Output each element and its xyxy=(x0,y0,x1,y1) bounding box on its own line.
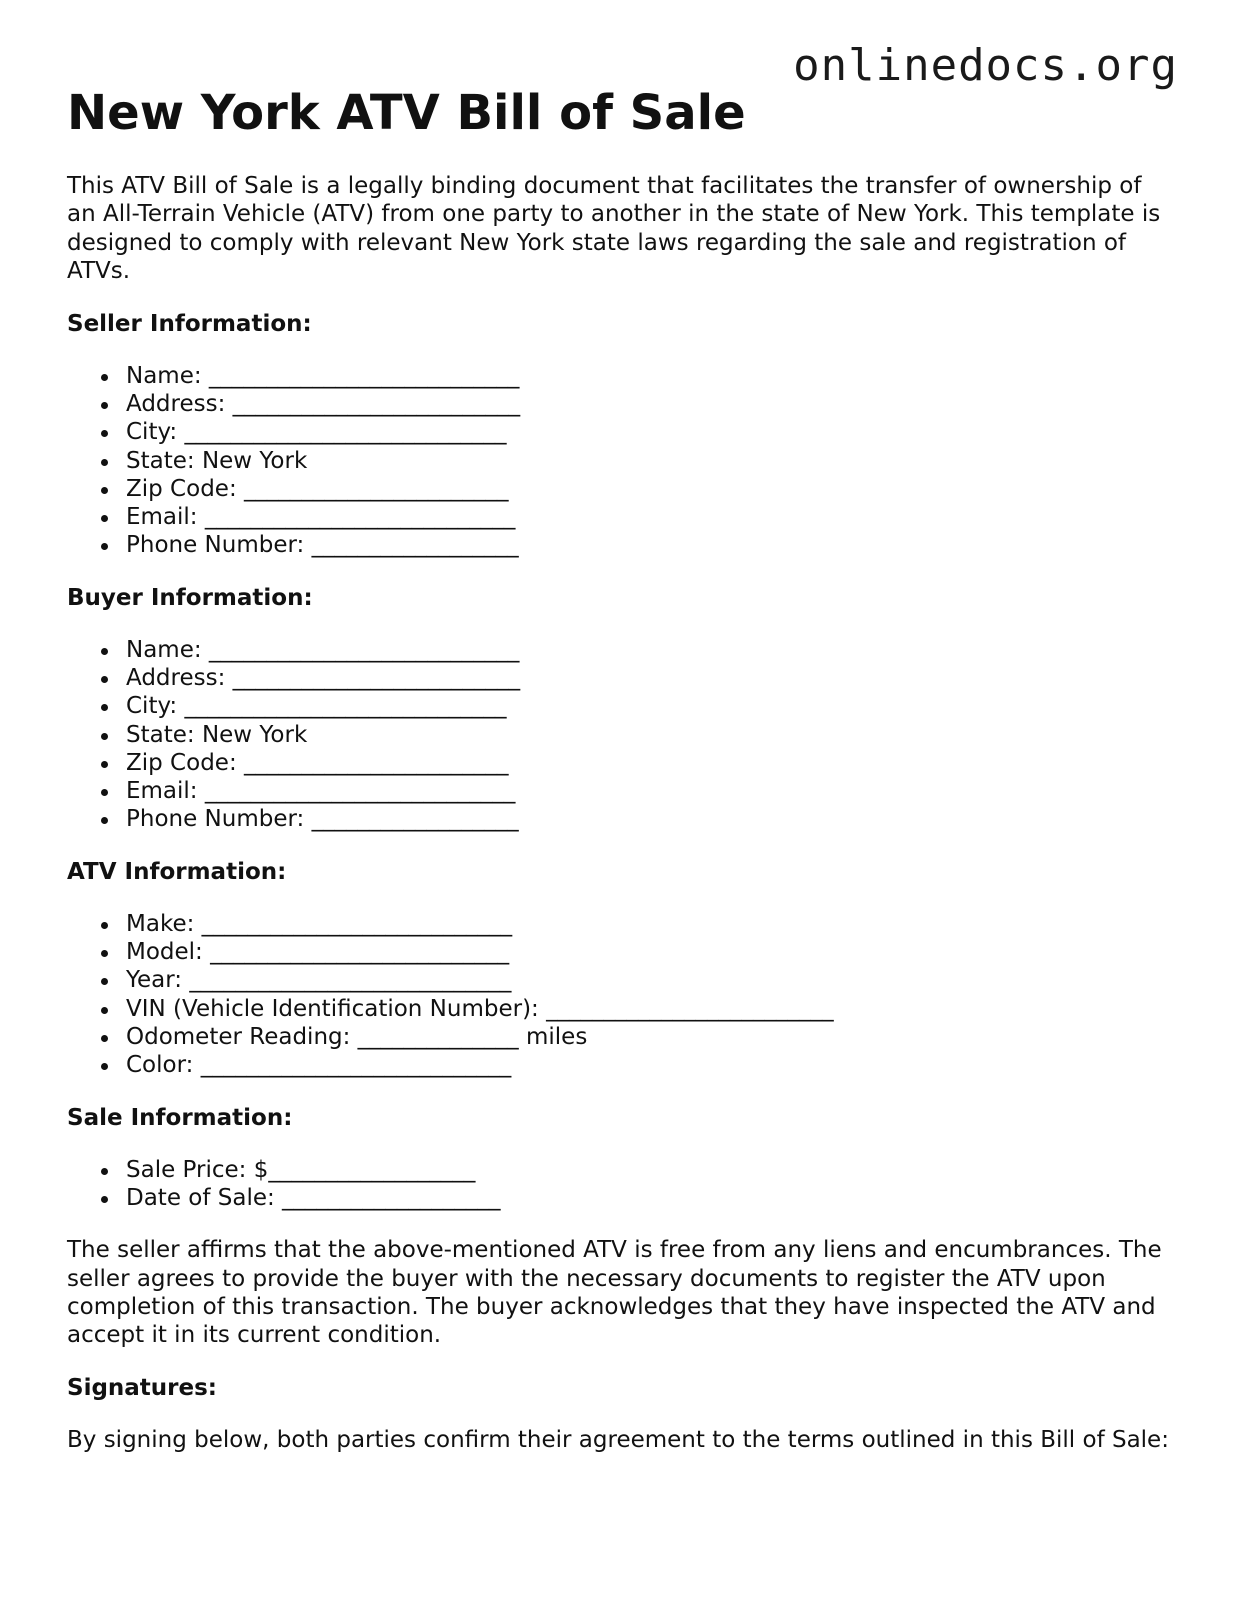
signatures-intro: By signing below, both parties confirm their agreement to the terms outlined in this Bill of Sale: xyxy=(67,1426,1169,1453)
buyer-list xyxy=(67,636,1177,834)
closing-paragraph: The seller affirms that the above-mentioned ATV is free from any liens and encumbrances. The seller agrees to provide the buyer with the necessary documents to register the ATV upon completion of this transaction. The buyer acknowledges that they have inspected the ATV and accept it in its current condition. xyxy=(67,1237,1162,1349)
atv-color-field: Color: ___________________________ xyxy=(126,1051,1177,1079)
sale-date-field: Date of Sale: ___________________ xyxy=(126,1184,1177,1212)
buyer-phone-field: Phone Number: __________________ xyxy=(126,805,1177,833)
document-page xyxy=(67,82,1177,1454)
buyer-email-field: Email: ___________________________ xyxy=(126,777,1177,805)
seller-phone-field: Phone Number: __________________ xyxy=(126,531,1177,559)
atv-year-field: Year: ____________________________ xyxy=(126,966,1177,994)
buyer-state-field: State: New York xyxy=(126,721,1177,749)
seller-city-field: City: ____________________________ xyxy=(126,418,1177,446)
buyer-zip-field: Zip Code: _______________________ xyxy=(126,749,1177,777)
buyer-name-field: Name: ___________________________ xyxy=(126,636,1177,664)
buyer-city-field: City: ____________________________ xyxy=(126,692,1177,720)
atv-list xyxy=(67,910,1177,1080)
page-title: New York ATV Bill of Sale xyxy=(67,85,746,141)
seller-zip-field: Zip Code: _______________________ xyxy=(126,475,1177,503)
atv-vin-field: VIN (Vehicle Identification Number): _________________________ xyxy=(126,995,1177,1023)
seller-list xyxy=(67,362,1177,560)
signatures-heading: Signatures: xyxy=(67,1374,218,1401)
atv-odometer-field: Odometer Reading: ______________ miles xyxy=(126,1023,1177,1051)
atv-model-field: Model: __________________________ xyxy=(126,938,1177,966)
atv-heading: ATV Information: xyxy=(67,858,287,885)
buyer-heading: Buyer Information: xyxy=(67,584,313,611)
seller-name-field: Name: ___________________________ xyxy=(126,362,1177,390)
sale-list xyxy=(67,1156,1177,1213)
buyer-address-field: Address: _________________________ xyxy=(126,664,1177,692)
seller-state-field: State: New York xyxy=(126,447,1177,475)
watermark: onlinedocs.org xyxy=(793,40,1178,91)
intro-paragraph: This ATV Bill of Sale is a legally binding document that facilitates the transfer of ownership of an All-Terrain Vehicle (ATV) from one party to another in the state of New York. This template is designed to comply with relevant New York state laws regarding the sale and registration of ATVs. xyxy=(67,173,1161,285)
atv-make-field: Make: ___________________________ xyxy=(126,910,1177,938)
seller-address-field: Address: _________________________ xyxy=(126,390,1177,418)
sale-price-field: Sale Price: $__________________ xyxy=(126,1156,1177,1184)
seller-email-field: Email: ___________________________ xyxy=(126,503,1177,531)
sale-heading: Sale Information: xyxy=(67,1104,293,1131)
seller-heading: Seller Information: xyxy=(67,310,312,337)
